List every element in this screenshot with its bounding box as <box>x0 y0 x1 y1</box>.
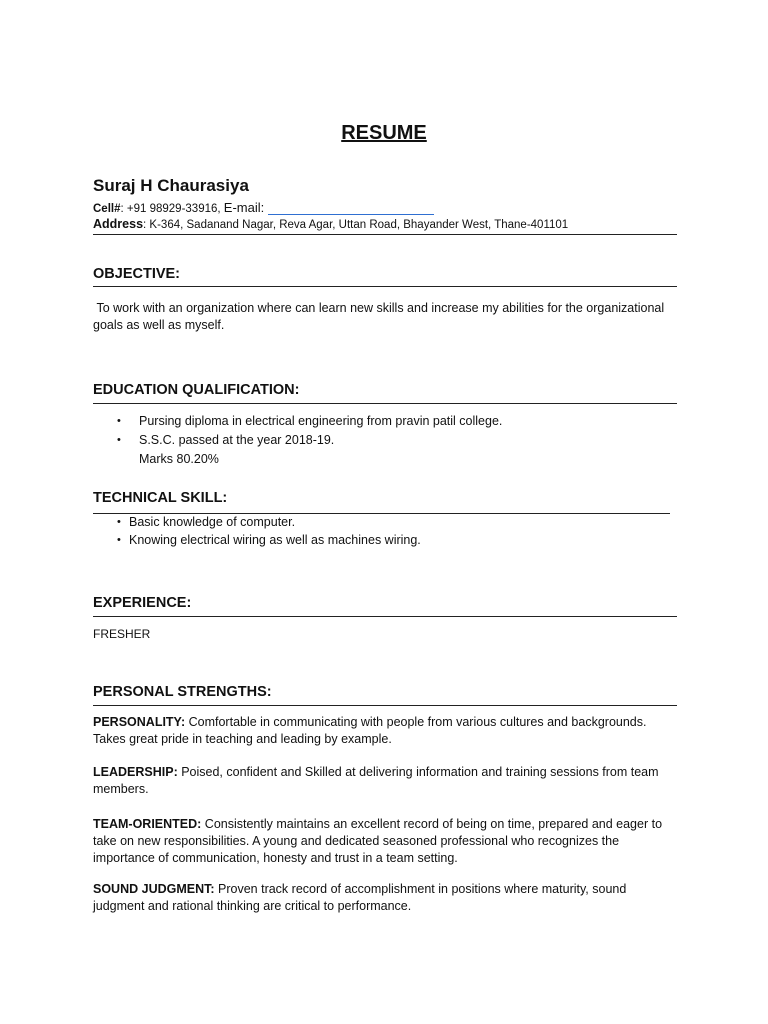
resume-title: RESUME <box>341 122 427 144</box>
bullet-icon: • <box>117 434 121 446</box>
address-label: Address <box>93 217 144 231</box>
strength-label: PERSONALITY: <box>93 715 186 729</box>
bullet-icon: • <box>117 534 121 546</box>
experience-heading: EXPERIENCE: <box>93 595 192 611</box>
technical-item-text: Basic knowledge of computer. <box>129 515 296 529</box>
experience-text: FRESHER <box>93 627 151 641</box>
contact-line <box>93 200 434 215</box>
strength-label: SOUND JUDGMENT: <box>93 882 215 896</box>
strength-team-oriented <box>93 816 678 867</box>
list-item <box>93 412 653 431</box>
strengths-divider <box>93 705 677 706</box>
list-item <box>93 431 653 450</box>
strength-label: LEADERSHIP: <box>93 765 178 779</box>
strength-text: Poised, confident and Skilled at delivering information and training sessions from team members. <box>93 765 659 796</box>
strength-personality <box>93 714 678 748</box>
education-divider <box>93 403 677 404</box>
strength-text: Comfortable in communicating with people from various cultures and backgrounds. Takes great pride in teaching and leading by example. <box>93 715 647 746</box>
education-item-text: Pursing diploma in electrical engineering from pravin patil college. <box>139 414 503 428</box>
cell-value: : +91 98929-33916, <box>120 203 224 215</box>
list-item <box>93 531 653 549</box>
address-value: : K-364, Sadanand Nagar, Reva Agar, Uttan Road, Bhayander West, Thane-401101 <box>143 219 569 231</box>
education-item-text: S.S.C. passed at the year 2018-19. <box>139 433 335 447</box>
strength-text: Proven track record of accomplishment in positions where maturity, sound judgment and rational thinking are critical to performance. <box>93 882 627 913</box>
objective-heading: OBJECTIVE: <box>93 266 181 282</box>
strengths-heading: PERSONAL STRENGTHS: <box>93 684 272 700</box>
strength-label: TEAM-ORIENTED: <box>93 817 202 831</box>
address-line <box>93 217 568 231</box>
experience-divider <box>93 616 677 617</box>
cell-label: Cell# <box>93 203 121 215</box>
technical-heading: TECHNICAL SKILL: <box>93 490 228 506</box>
candidate-name: Suraj H Chaurasiya <box>93 176 249 195</box>
objective-divider <box>93 286 677 287</box>
header-divider <box>93 234 677 235</box>
strength-sound-judgment <box>93 881 678 915</box>
email-label: E-mail: <box>223 200 265 215</box>
bullet-icon: • <box>117 415 121 427</box>
strength-text: Consistently maintains an excellent record of being on time, prepared and eager to take on new responsibilities. A young and dedicated seasoned professional who recognizes the importance of communication, honesty and trust in a team setting. <box>93 817 663 865</box>
education-list <box>93 412 653 469</box>
bullet-icon: • <box>117 516 121 528</box>
technical-item-text: Knowing electrical wiring as well as machines wiring. <box>129 533 421 547</box>
email-hyperlink[interactable] <box>268 201 434 215</box>
education-heading: EDUCATION QUALIFICATION: <box>93 382 300 398</box>
marks-note: Marks 80.20% <box>139 452 219 466</box>
strength-leadership <box>93 764 678 798</box>
objective-text: To work with an organization where can learn new skills and increase my abilities for the organizational goals as well as myself. <box>93 301 668 332</box>
technical-list <box>93 513 653 549</box>
list-item <box>93 513 653 531</box>
